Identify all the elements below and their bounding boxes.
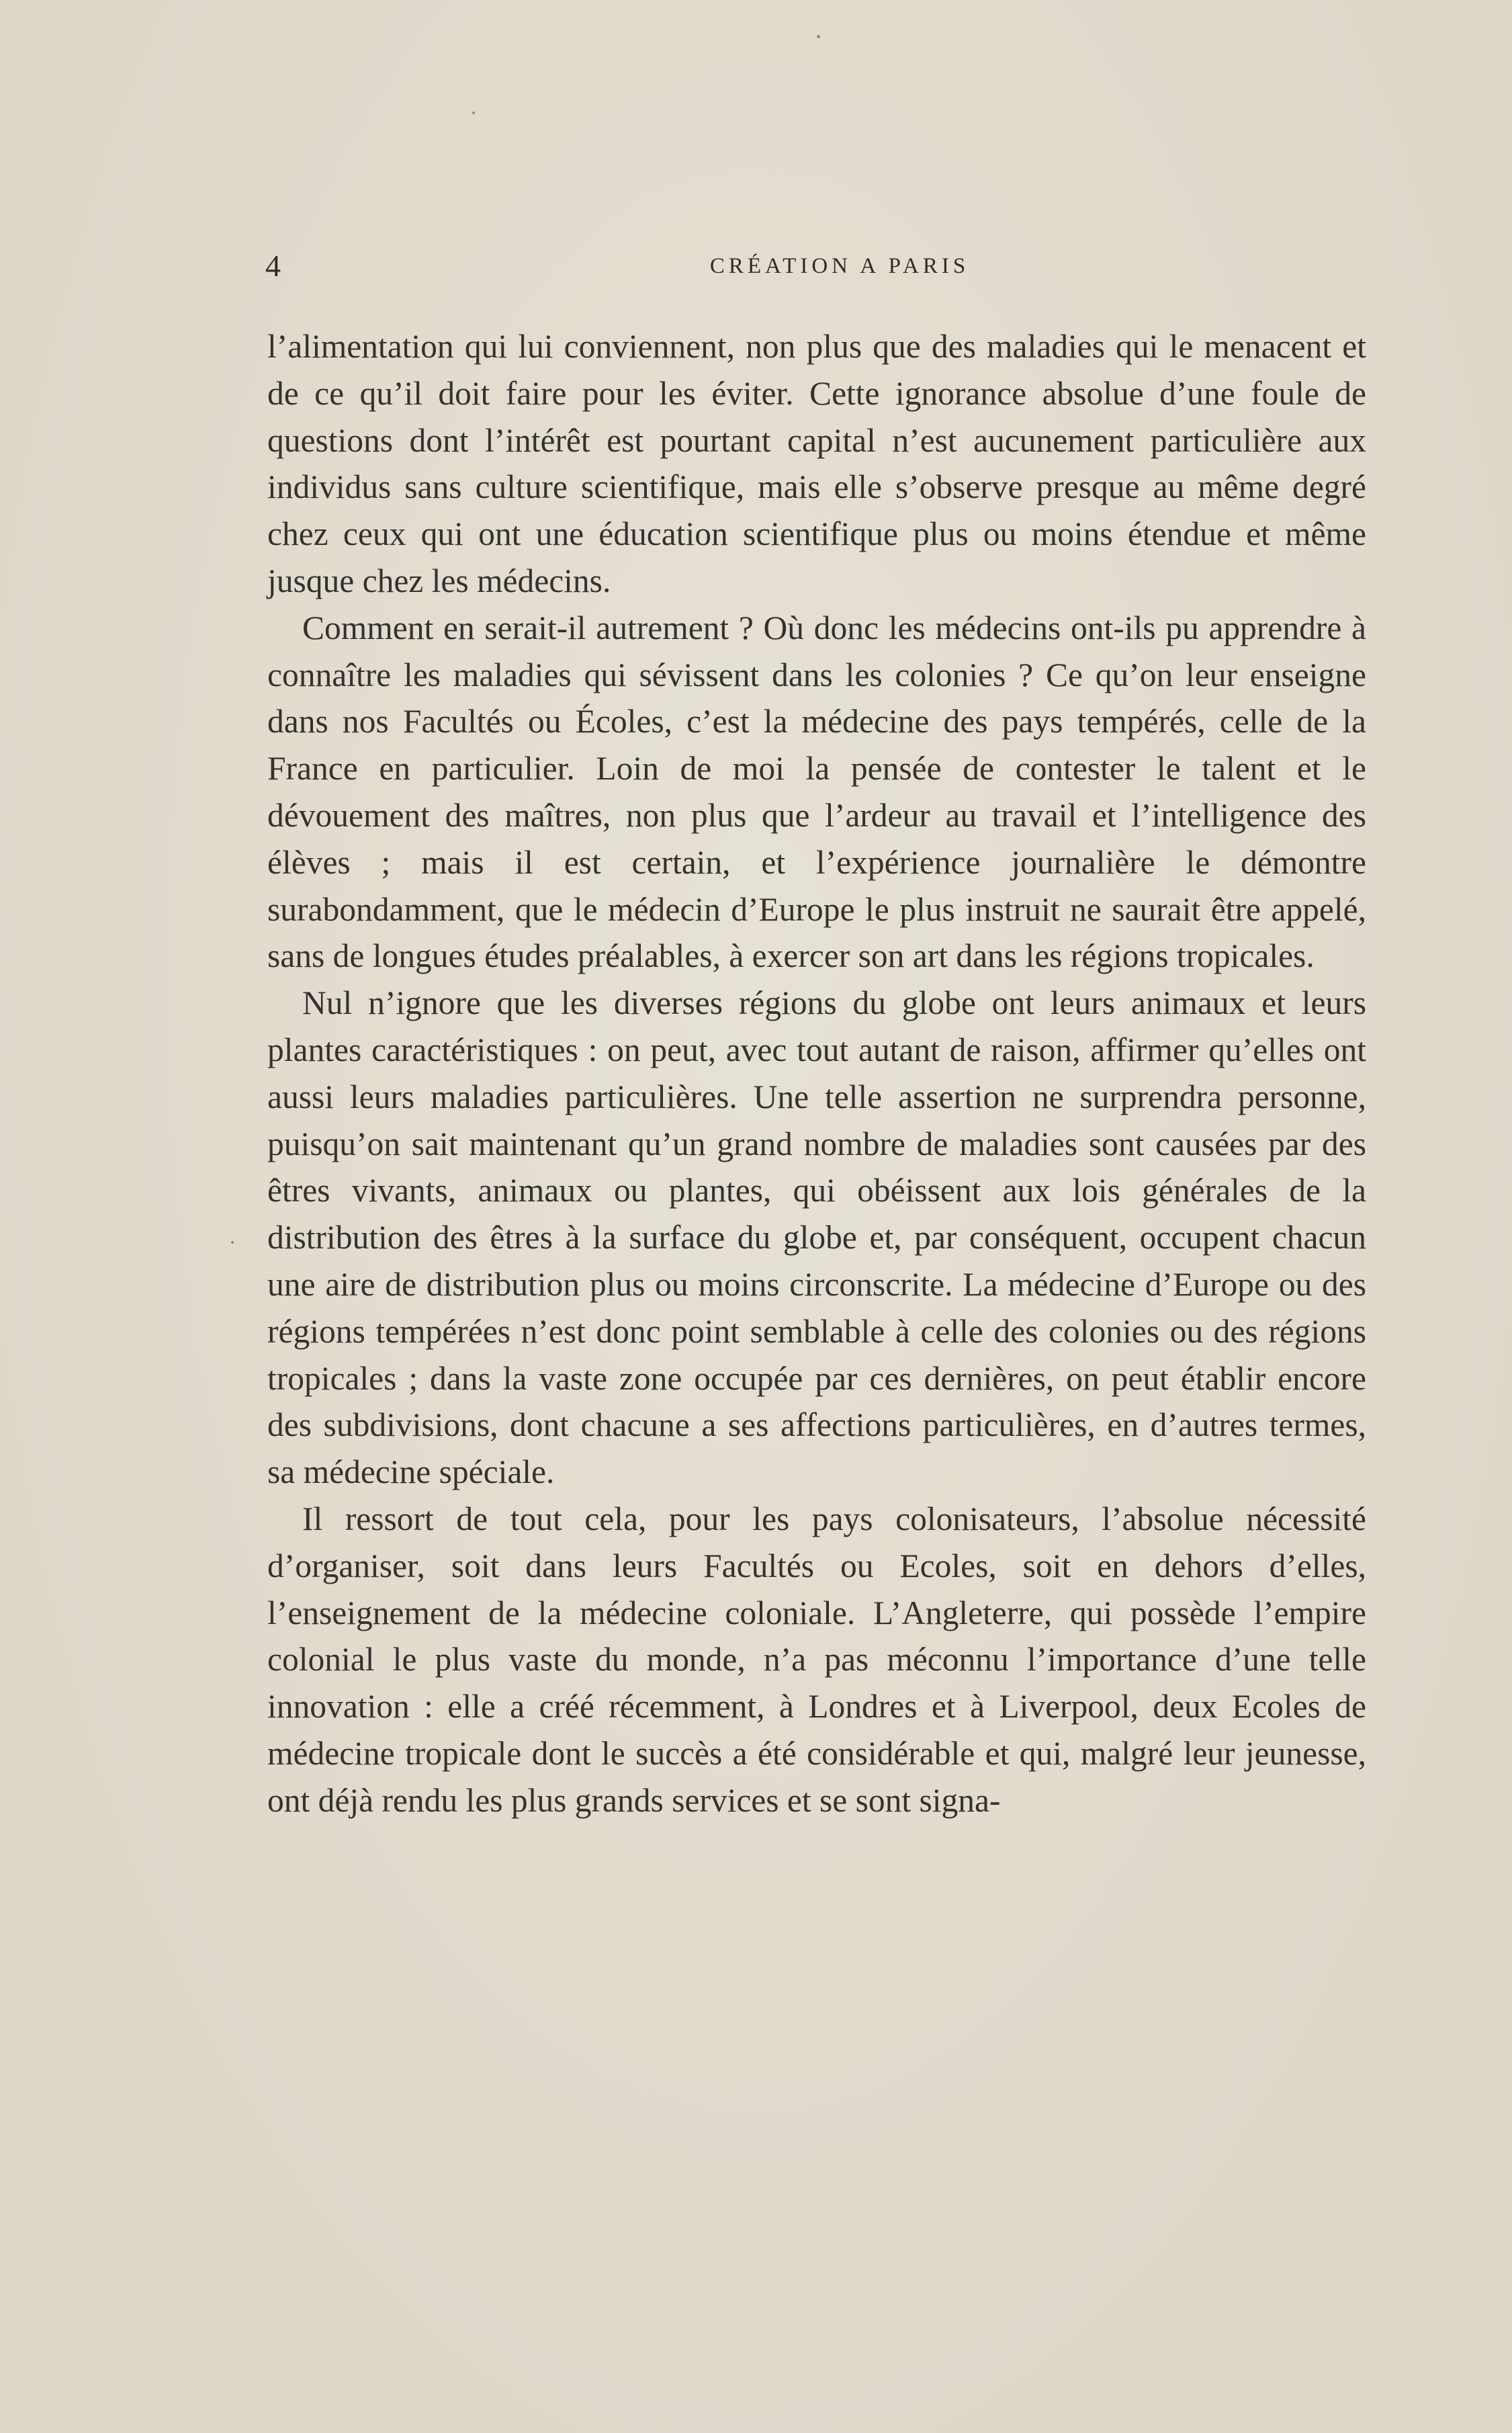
paragraph-1: l’alimentation qui lui conviennent, non plus que des maladies qui le menacent et de ce qu’il doit faire pour les éviter. Cette ignorance absolue d’une foule de questions dont l’intérêt est pourtant capital n’est aucunement particulière aux individus sans culture scientifique, mais elle s’observe presque au même degré chez ceux qui ont une éducation scientifique plus ou moins étendue et même jusque chez les médecins.	[267, 328, 1366, 599]
paper-speck	[817, 35, 820, 38]
paragraph-3: Nul n’ignore que les diverses régions du globe ont leurs animaux et leurs plantes caractéristiques : on peut, avec tout autant de raison, affirmer qu’elles ont aussi leurs maladies particulières. Une telle assertion ne surprendra personne, puisqu’on sait maintenant qu’un grand nombre de maladies sont causées par des êtres vivants, animaux ou plantes, qui obéissent aux lois générales de la distribution des êtres à la surface du globe et, par conséquent, occupent chacun une aire de distribution plus ou moins circonscrite. La médecine d’Europe ou des régions tempérées n’est donc point semblable à celle des colonies ou des régions tropicales ; dans la vaste zone occupée par ces dernières, on peut établir encore des subdivisions, dont chacune a ses affections particulières, en d’autres termes, sa médecine spéciale.	[267, 984, 1366, 1491]
body-text	[267, 323, 1366, 2137]
paper-speck	[472, 112, 475, 114]
paragraph-4: Il ressort de tout cela, pour les pays colonisateurs, l’absolue nécessité d’organiser, soit dans leurs Facultés ou Ecoles, soit en dehors d’elles, l’enseignement de la médecine coloniale. L’Angleterre, qui possède l’empire colonial le plus vaste du monde, n’a pas méconnu l’importance d’une telle innovation : elle a créé récemment, à Londres et à Liverpool, deux Ecoles de médecine tropicale dont le succès a été considérable et qui, malgré leur jeunesse, ont déjà rendu les plus grands services et se sont signa-	[267, 1500, 1366, 1819]
paragraph-2: Comment en serait-il autrement ? Où donc les médecins ont-ils pu apprendre à connaître les maladies qui sévissent dans les colonies ? Ce qu’on leur enseigne dans nos Facultés ou Écoles, c’est la médecine des pays tempérés, celle de la France en particulier. Loin de moi la pensée de contester le talent et le dévouement des maîtres, non plus que l’ardeur au travail et l’intelligence des élèves ; mais il est certain, et l’expérience journalière le démontre surabondamment, que le médecin d’Europe le plus instruit ne saurait être appelé, sans de longues études préalables, à exercer son art dans les régions tropicales.	[267, 609, 1366, 975]
running-head	[265, 247, 1367, 285]
running-title: CRÉATION A PARIS	[709, 254, 970, 278]
page-number: 4	[265, 249, 281, 283]
paper-speck	[231, 1241, 234, 1244]
